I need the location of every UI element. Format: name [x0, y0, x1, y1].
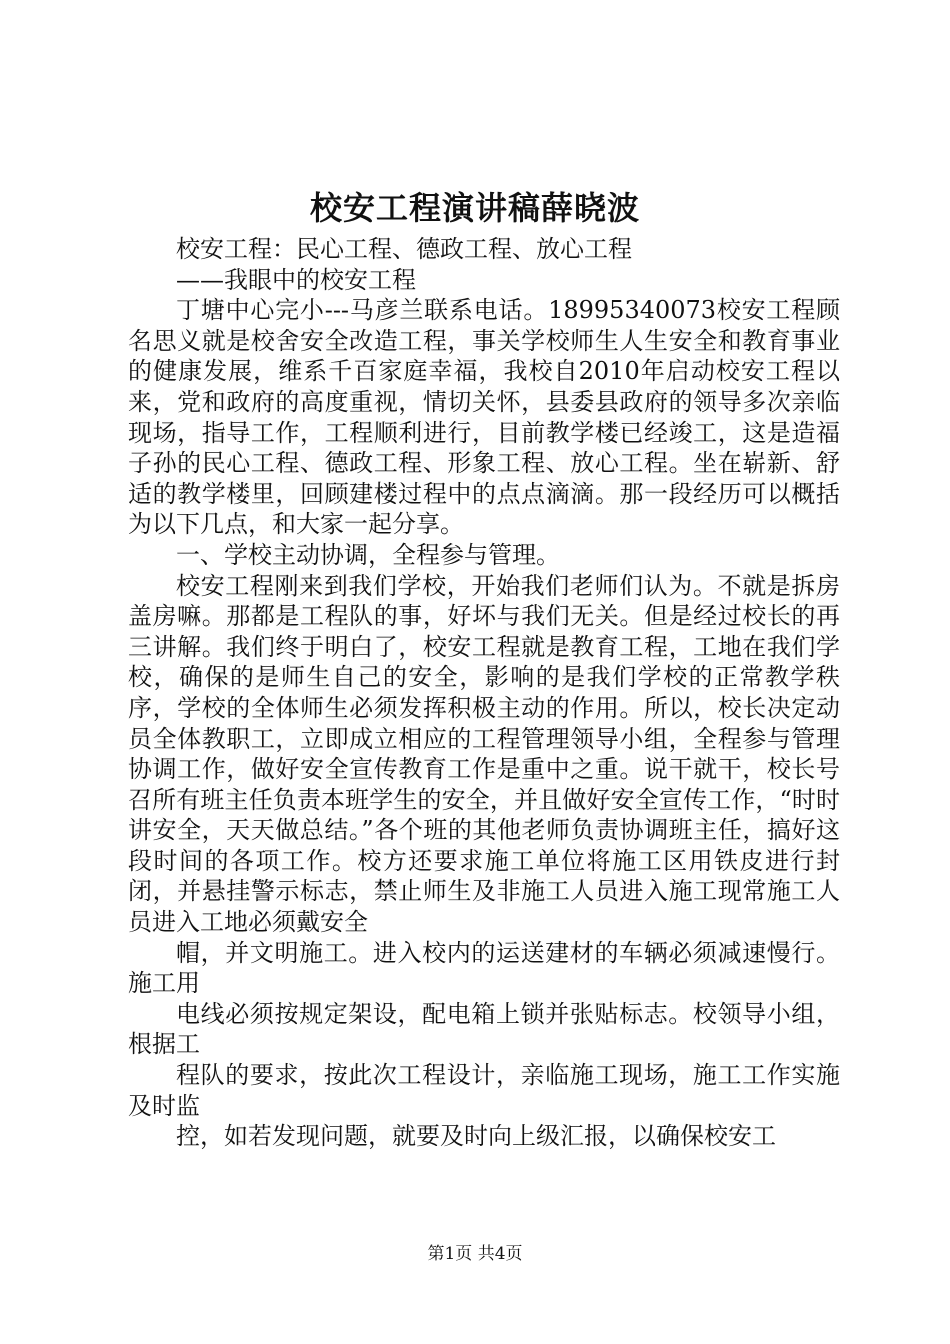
- subtitle-dash-line: ——我眼中的校安工程: [176, 265, 416, 294]
- intro-paragraph: 丁塘中心完小---马彦兰联系电话。18995340073校安工程顾名思义就是校舍安全改造工程，事关学校师生人生安全和教育事业的健康发展，维系千百家庭幸福，我校自2010年启动校安工程以来，党和政府的高度重视，情切关怀，县委县政府的领导多次亲临现场，指导工作，工程顺利进行，目前教学楼已经竣工，这是造福子孙的民心工程、德政工程、形象工程、放心工程。坐在崭新、舒适的教学楼里，回顾建楼过程中的点点滴滴。那一段经历可以概括为以下几点，和大家一起分享。: [128, 296, 840, 539]
- document-title: 校安工程演讲稿薛晓波: [309, 189, 640, 227]
- body-paragraph: 帽，并文明施工。进入校内的运送建材的车辆必须减速慢行。施工用: [128, 938, 840, 998]
- subtitle-line: 校安工程：民心工程、德政工程、放心工程: [176, 235, 632, 263]
- section-heading: 一、学校主动协调，全程参与管理。: [176, 540, 560, 569]
- body-paragraph: 程队的要求，按此次工程设计，亲临施工现场，施工工作实施及时监: [128, 1061, 840, 1120]
- body-paragraph: 电线必须按规定架设，配电箱上锁并张贴标志。校领导小组，根据工: [128, 999, 840, 1059]
- page-footer: 第1页 共4页: [427, 1244, 523, 1264]
- body-paragraph: 校安工程刚来到我们学校，开始我们老师们认为。不就是拆房盖房嘛。那都是工程队的事，好坏与我们无关。但是经过校长的再三讲解。我们终于明白了，校安工程就是教育工程，工地在我们学校，确保的是师生自己的安全，影响的是我们学校的正常教学秩序，学校的全体师生必须发挥积极主动的作用。所以，校长决定动员全体教职工，立即成立相应的工程管理领导小组，全程参与管理协调工作，做好安全宣传教育工作是重中之重。说干就干，校长号召所有班主任负责本班学生的安全，并且做好安全宣传工作，“时时讲安全，天天做总结。”各个班的其他老师负责协调班主任，搞好这段时间的各项工作。校方还要求施工单位将施工区用铁皮进行封闭，并悬挂警示标志，禁止师生及非施工人员进入施工现常施工人员进入工地必须戴安全: [128, 571, 840, 937]
- document-body: [128, 234, 840, 1152]
- body-paragraph: 控，如若发现问题，就要及时向上级汇报，以确保校安工: [176, 1122, 776, 1151]
